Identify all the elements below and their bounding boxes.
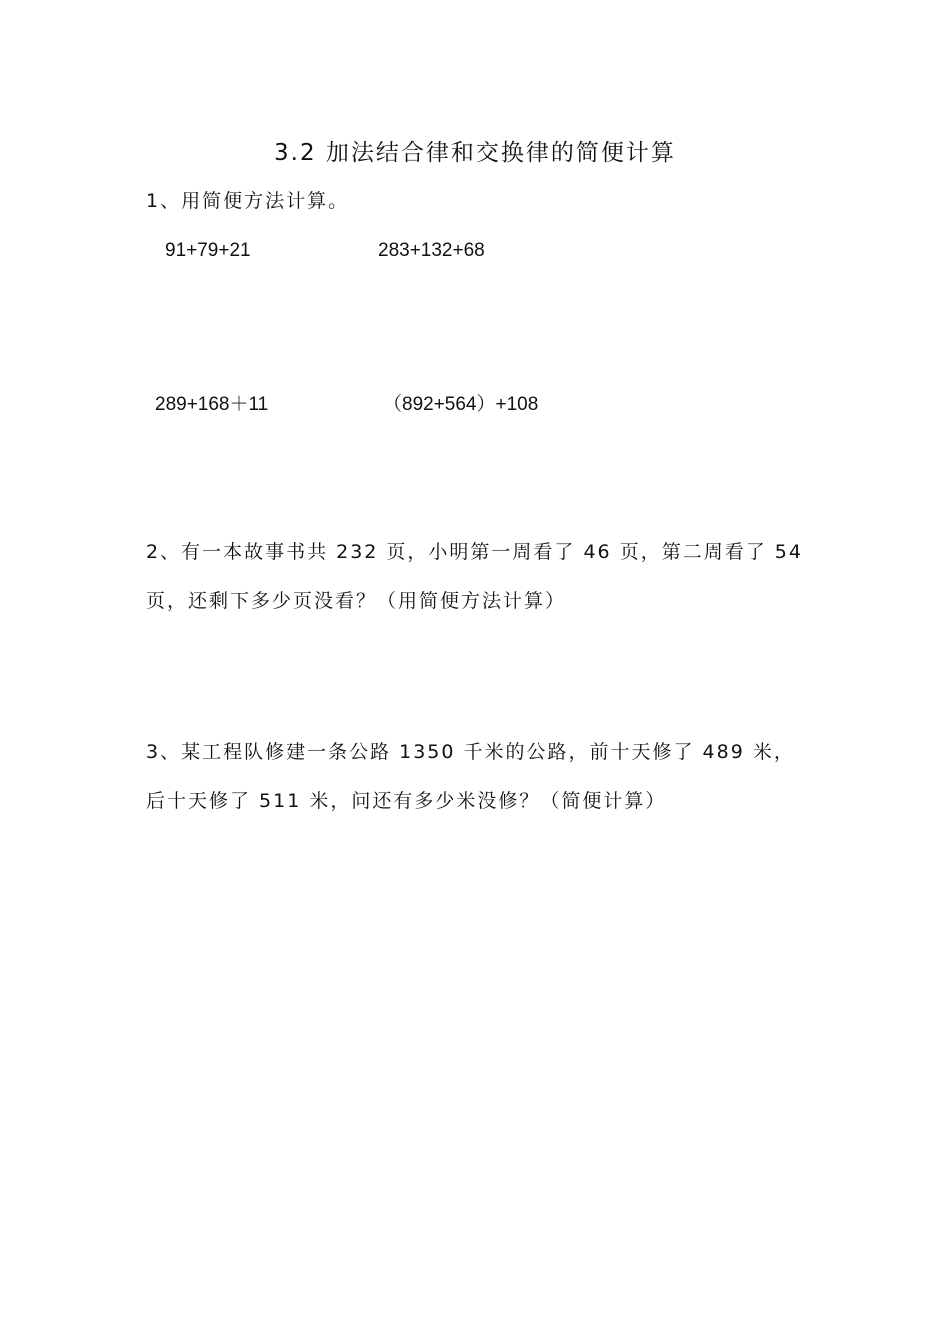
question-2-line-1: 2、有一本故事书共 232 页，小明第一周看了 46 页，第二周看了 54 <box>146 541 803 563</box>
question-3-line-2: 后十天修了 511 米，问还有多少米没修？（简便计算） <box>146 790 667 812</box>
expression-3: 289+168＋11 <box>155 394 269 415</box>
expression-4: （892+564）+108 <box>383 394 539 415</box>
expression-2: 283+132+68 <box>378 240 485 261</box>
question-2-line-2: 页，还剩下多少页没看？（用简便方法计算） <box>146 590 567 612</box>
expression-1: 91+79+21 <box>165 240 251 261</box>
page-title: 3.2 加法结合律和交换律的简便计算 <box>274 140 676 166</box>
question-1-prompt: 1、用简便方法计算。 <box>146 190 350 212</box>
question-3-line-1: 3、某工程队修建一条公路 1350 千米的公路，前十天修了 489 米， <box>146 741 795 763</box>
